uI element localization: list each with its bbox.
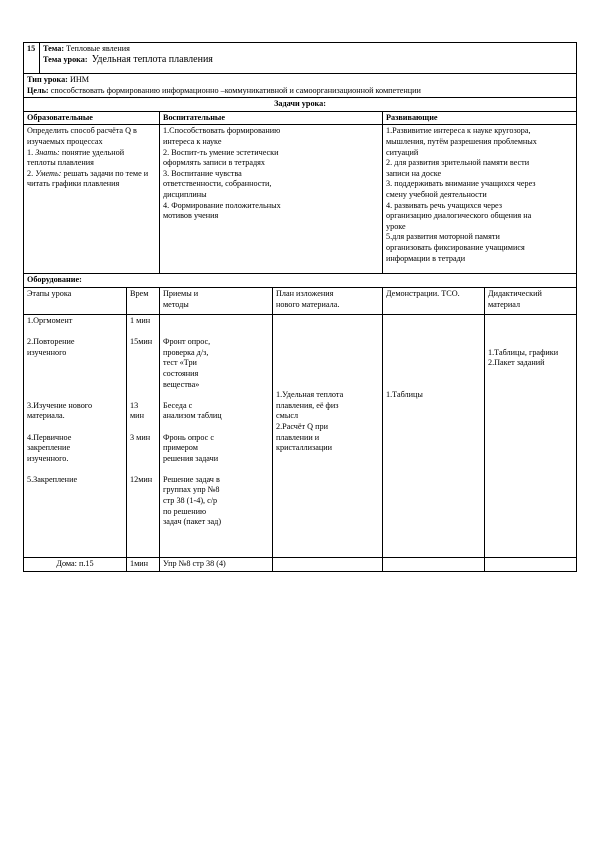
stage-item: 5.Закрепление [27, 474, 78, 484]
tasks-title: Задачи урока: [24, 98, 577, 112]
homework-label: Дома: п.15 [24, 557, 127, 571]
time-item: мин [130, 411, 144, 421]
didactic-cell [485, 314, 577, 557]
upbringing-tasks [160, 125, 383, 274]
upbringing-line: 1.Способствовать формированию [163, 126, 281, 136]
method-item: примером [163, 443, 198, 453]
method-item: Решение задач в [163, 474, 220, 484]
method-item: состояния [163, 368, 199, 378]
developing-line: организовать фиксирование учащимися [386, 242, 525, 252]
homework-task: Упр №8 стр 38 (4) [160, 557, 273, 571]
educational-tasks [24, 125, 160, 274]
plan-item: смысл [276, 411, 299, 421]
upbringing-line: 4. Формирование положительных [163, 200, 281, 210]
topic-label: Тема: [43, 44, 65, 53]
time-cell [127, 314, 160, 557]
methods-cell [160, 314, 273, 557]
plan-item: плавления, её физ [276, 400, 339, 410]
developing-line: записи на доске [386, 168, 442, 178]
equipment-row [24, 274, 577, 288]
developing-line: мышления, путём разрешения проблемных [386, 136, 537, 146]
task-header-upbringing: Воспитательные [160, 111, 383, 125]
lesson-number: 15 [24, 43, 40, 74]
method-item: Беседа с [163, 400, 193, 410]
upbringing-line: мотивов учения [163, 211, 219, 221]
lesson-plan-table [23, 42, 577, 572]
homework-empty-plan [273, 557, 383, 571]
time-item: 12мин [130, 474, 153, 484]
upbringing-line: интереса к науке [163, 136, 222, 146]
upbringing-line: 3. Воспитание чувства [163, 168, 242, 178]
goal-value: способствовать формированию информационно –коммуникативной и самоорганизационной компетенции [50, 85, 421, 95]
method-item: Фронь опрос с [163, 432, 215, 442]
col-plan: План изложения нового материала. [273, 287, 383, 314]
developing-line: 5.для развития моторной памяти [386, 232, 500, 242]
demo-cell [383, 314, 485, 557]
lesson-type-row [24, 74, 577, 98]
demo-item: 1.Таблицы [386, 390, 423, 400]
developing-line: 4. развивать речь учащихся через [386, 200, 503, 210]
upbringing-line: дисциплины [163, 189, 207, 199]
stage-item: 1.Оргмомент [27, 315, 73, 325]
method-item: вещества» [163, 379, 200, 389]
topic-value: Тепловые явления [66, 44, 130, 53]
col-time: Врем [127, 287, 160, 314]
developing-line: 1.Развивитие интереса к науке кругозора, [386, 126, 531, 136]
header-row [24, 43, 577, 74]
stage-item: 2.Повторение [27, 337, 75, 347]
plan-item: плавлении и [276, 432, 320, 442]
time-item: 15мин [130, 337, 153, 347]
lesson-type-label: Тип урока: [27, 75, 68, 84]
plan-item: 1.Удельная теплота [276, 390, 344, 400]
col-stages: Этапы урока [24, 287, 127, 314]
method-item: группах упр №8 [163, 485, 220, 495]
col-methods: Приемы и методы [160, 287, 273, 314]
developing-line: смену учебной деятельности [386, 189, 487, 199]
lesson-topic-value: Удельная теплота плавления [91, 53, 213, 65]
time-item: 13 [130, 400, 139, 410]
upbringing-line: оформлять записи в тетрадях [163, 158, 265, 168]
col-didactic: Дидактический материал [485, 287, 577, 314]
equipment-label: Оборудование: [24, 274, 577, 288]
upbringing-line: 2. Воспит-ть умение эстетически [163, 147, 279, 157]
plan-item: кристаллизации [276, 443, 333, 453]
method-item: Фронт опрос, [163, 337, 211, 347]
task-headers-row [24, 111, 577, 125]
developing-line: информации в тетради [386, 253, 466, 263]
homework-time: 1мин [127, 557, 160, 571]
educational-line: Определить способ расчёта Q в [27, 126, 137, 136]
tasks-title-row [24, 98, 577, 112]
stage-item: изученного. [27, 453, 69, 463]
stages-body-row [24, 314, 577, 557]
educational-line: теплоты плавления [27, 158, 94, 168]
didactic-item: 2.Пакет заданий [488, 358, 545, 368]
developing-line: уроке [386, 221, 406, 231]
educational-line: 2. Уметь: решать задачи по теме и [27, 168, 149, 178]
developing-tasks [383, 125, 577, 274]
upbringing-line: ответственности, собранности, [163, 179, 272, 189]
method-item: анализом таблиц [163, 411, 222, 421]
task-contents-row [24, 125, 577, 274]
developing-line: 2. для развития зрительной памяти вести [386, 158, 530, 168]
time-item: 3 мин [130, 432, 151, 442]
homework-empty-demo [383, 557, 485, 571]
lesson-plan-page [23, 42, 576, 572]
homework-row [24, 557, 577, 571]
lesson-type-goal-cell [24, 74, 577, 98]
time-item: 1 мин [130, 315, 151, 325]
task-header-educational: Образовательные [24, 111, 160, 125]
educational-line: читать графики плавления [27, 179, 120, 189]
stages-cell [24, 314, 127, 557]
developing-line: ситуаций [386, 147, 419, 157]
plan-item: 2.Расчёт Q при [276, 421, 328, 431]
developing-line: организацию диалогического общения на [386, 211, 532, 221]
stages-header-row [24, 287, 577, 314]
goal-label: Цель: [27, 85, 49, 95]
stage-item: 3.Изучение нового [27, 400, 93, 410]
col-demo: Демонстрации. ТСО. [383, 287, 485, 314]
method-item: по решению [163, 506, 207, 516]
developing-line: 3. поддерживать внимание учащихся через [386, 179, 536, 189]
stage-item: изученного [27, 347, 67, 357]
task-header-developing: Развивающие [383, 111, 577, 125]
method-item: стр 38 (1-4), с/р [163, 496, 218, 506]
topic-cell [40, 43, 577, 74]
method-item: тест «Три [163, 358, 197, 368]
method-item: решения задачи [163, 453, 219, 463]
homework-empty-didactic [485, 557, 577, 571]
stage-item: материала. [27, 411, 65, 421]
lesson-type-value: ИНМ [69, 75, 90, 84]
method-item: задач (пакет зад) [163, 517, 222, 527]
educational-line: 1. Знать: понятие удельной [27, 147, 125, 157]
plan-cell [273, 314, 383, 557]
method-item: проверка д/з, [163, 347, 209, 357]
lesson-topic-label: Тема урока: [43, 54, 88, 64]
stage-item: 4.Первичное [27, 432, 72, 442]
educational-line: изучаемых процессах [27, 136, 103, 146]
didactic-item: 1.Таблицы, графики [488, 347, 559, 357]
stage-item: закрепление [27, 443, 71, 453]
